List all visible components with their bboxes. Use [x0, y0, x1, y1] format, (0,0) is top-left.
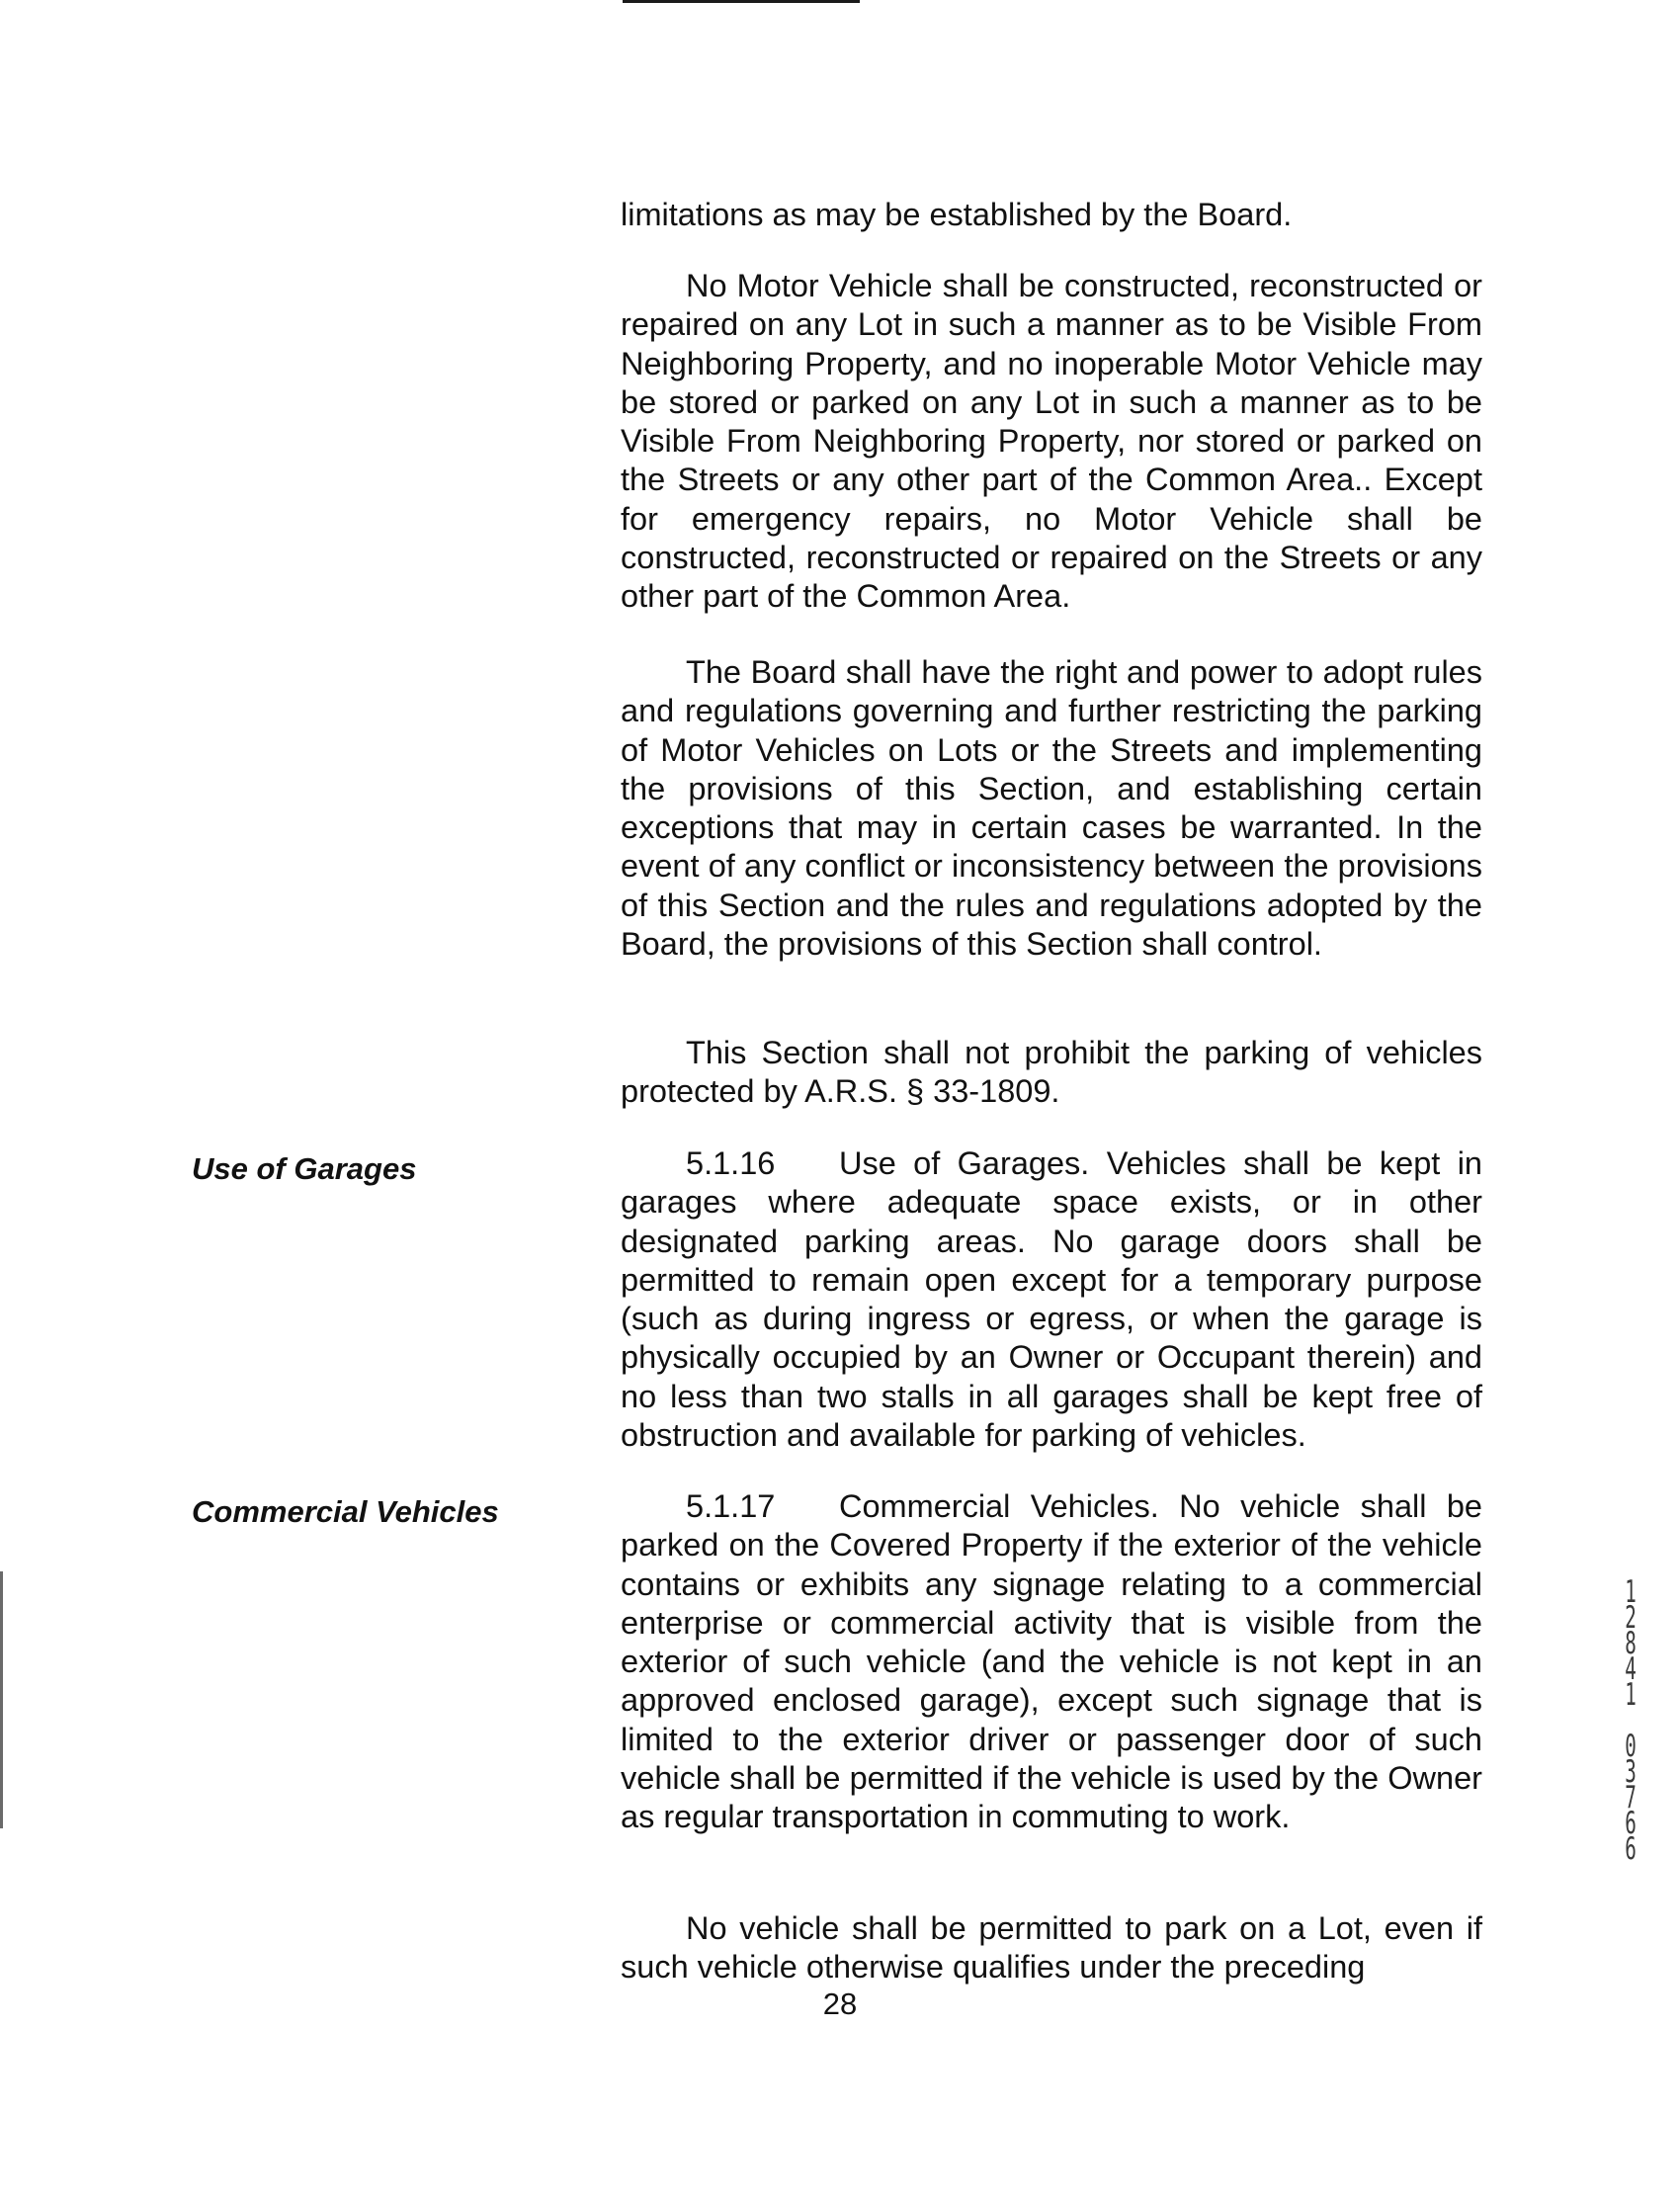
stamp-digit: 8: [1625, 1626, 1637, 1661]
stamp-digit: 0: [1625, 1729, 1637, 1764]
paragraph-ars-exception: This Section shall not prohibit the parking of vehicles protected by A.R.S. § 33-1809.: [621, 1035, 1482, 1110]
section-5-1-16: [621, 1144, 1482, 1455]
margin-heading-use-of-garages: Use of Garages: [192, 1151, 417, 1186]
stamp-digit: 1: [1625, 1574, 1637, 1610]
section-number: 5.1.17: [686, 1488, 776, 1524]
stamp-digit: 3: [1625, 1754, 1637, 1790]
recording-stamp: [1617, 1574, 1643, 1867]
stamp-digit: 2: [1625, 1600, 1637, 1636]
margin-heading-commercial-vehicles: Commercial Vehicles: [192, 1494, 499, 1529]
paragraph-vehicle-lot-parking: No vehicle shall be permitted to park on a Lot, even if such vehicle otherwise qualifies under the preceding: [621, 1910, 1482, 1986]
paragraph-board-rules: The Board shall have the right and power to adopt rules and regulations governing and further restricting the parking of Motor Vehicles on Lots or the Streets and implementing the provisions of this Section, and establishing certain exceptions that may in certain cases be warranted. In the event of any conflict or inconsistency between the provisions of this Section and the rules and regulations adopted by the Board, the provisions of this Section shall control.: [621, 654, 1482, 963]
paragraph-motor-vehicle-repair: No Motor Vehicle shall be constructed, reconstructed or repaired on any Lot in such a manner as to be Visible From Neighboring Property, and no inoperable Motor Vehicle may be stored or parked on any Lot in such a manner as to be Visible From Neighboring Property, nor stored or parked on the Streets or any other part of the Common Area.. Except for emergency repairs, no Motor Vehicle shall be constructed, reconstructed or repaired on the Streets or any other part of the Common Area.: [621, 268, 1482, 615]
stamp-digit: 6: [1625, 1831, 1637, 1867]
section-text: Commercial Vehicles. No vehicle shall be parked on the Covered Property if the exterior of the vehicle contains or exhibits any signage relating to a commercial enterprise or commercial activity that is visible from the exterior of such vehicle (and the vehicle is not kept in an approved enclosed garage), except such signage that is limited to the exterior driver or passenger door of such vehicle shall be permitted if the vehicle is used by the Owner as regular transportation in commuting to work.: [621, 1488, 1482, 1835]
section-text: Use of Garages. Vehicles shall be kept in garages where adequate space exists, or in other designated parking areas. No garage doors shall be permitted to remain open except for a temporary purpose (such as during ingress or egress, or when the garage is physically occupied by an Owner or Occupant therein) and no less than two stalls in all garages shall be kept free of obstruction and available for parking of vehicles.: [621, 1145, 1482, 1454]
stamp-digit: 6: [1625, 1806, 1637, 1841]
scan-edge-mark: [623, 0, 860, 3]
stamp-digit: 1: [1625, 1677, 1637, 1713]
continuation-text: limitations as may be established by the Board.: [621, 197, 1293, 232]
scan-edge-mark-left: [0, 1571, 3, 1828]
stamp-line-1: [1617, 1574, 1643, 1713]
page-number: 28: [822, 1987, 858, 2021]
stamp-digit: 7: [1625, 1780, 1637, 1816]
stamp-digit: 4: [1625, 1651, 1637, 1687]
section-number: 5.1.16: [686, 1145, 776, 1181]
section-5-1-17: [621, 1487, 1482, 1837]
stamp-line-2: [1617, 1729, 1643, 1867]
